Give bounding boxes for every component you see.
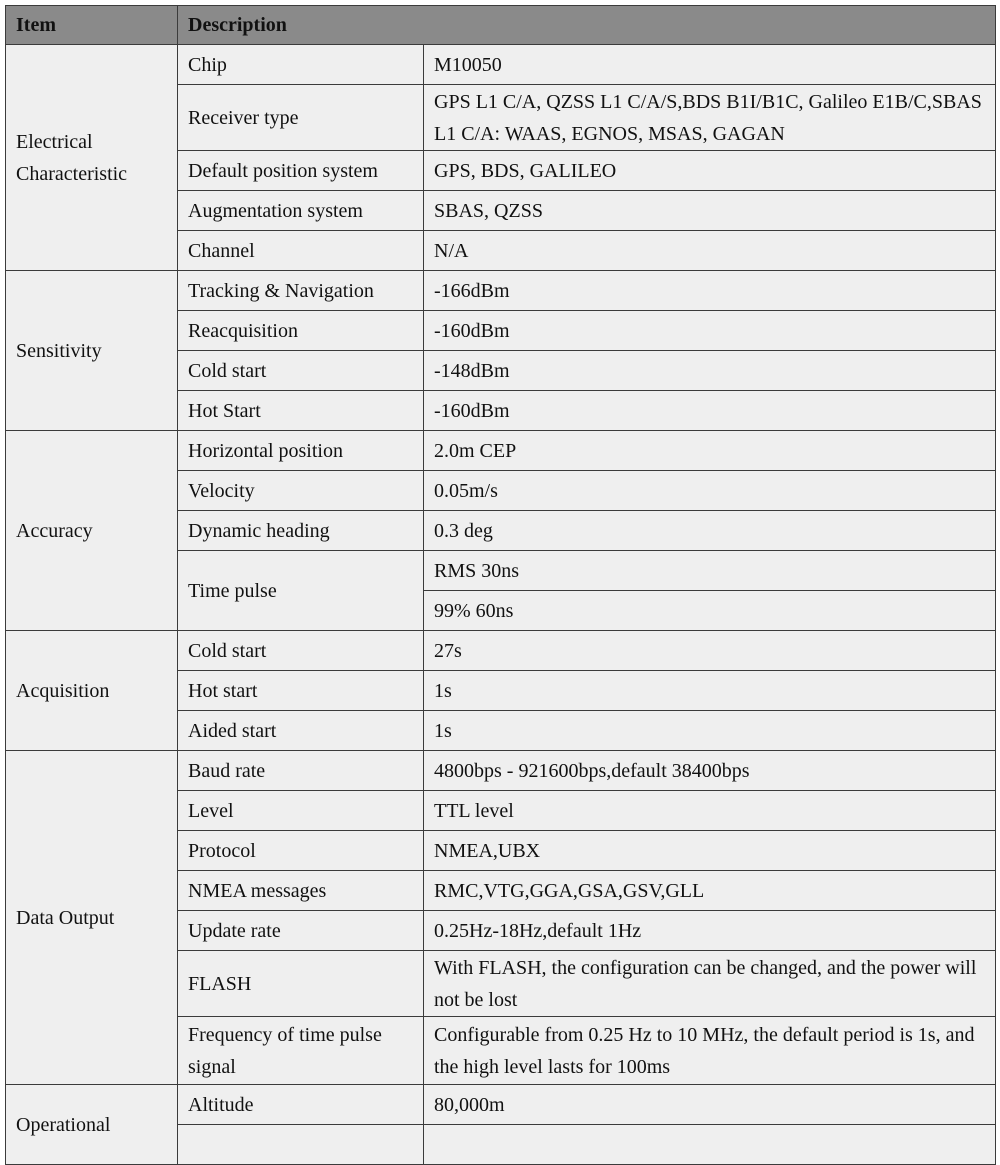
row-value: -166dBm — [424, 271, 996, 311]
header-description: Description — [178, 6, 996, 45]
row-value: -160dBm — [424, 391, 996, 431]
group-electrical-characteristic: Electrical Characteristic — [6, 45, 178, 271]
row-value: NMEA,UBX — [424, 831, 996, 871]
row-label: Hot Start — [178, 391, 424, 431]
row-value: 0.25Hz-18Hz,default 1Hz — [424, 911, 996, 951]
row-value: GPS L1 C/A, QZSS L1 C/A/S,BDS B1I/B1C, Galileo E1B/C,SBAS L1 C/A: WAAS, EGNOS, MSAS, GAGAN — [424, 85, 996, 151]
row-label: NMEA messages — [178, 871, 424, 911]
row-value: RMS 30ns — [424, 551, 996, 591]
row-value: 27s — [424, 631, 996, 671]
row-value: RMC,VTG,GGA,GSA,GSV,GLL — [424, 871, 996, 911]
row-value: With FLASH, the configuration can be changed, and the power will not be lost — [424, 951, 996, 1017]
row-label: Time pulse — [178, 551, 424, 631]
row-label: Default position system — [178, 151, 424, 191]
row-value: 99% 60ns — [424, 591, 996, 631]
row-label: Baud rate — [178, 751, 424, 791]
table-row — [6, 751, 996, 791]
row-label: Cold start — [178, 351, 424, 391]
row-value — [424, 1125, 996, 1165]
row-value: N/A — [424, 231, 996, 271]
row-label: Horizontal position — [178, 431, 424, 471]
row-label: Update rate — [178, 911, 424, 951]
table-row — [6, 45, 996, 85]
row-value: 2.0m CEP — [424, 431, 996, 471]
row-label: Aided start — [178, 711, 424, 751]
row-value: SBAS, QZSS — [424, 191, 996, 231]
row-value: GPS, BDS, GALILEO — [424, 151, 996, 191]
group-sensitivity: Sensitivity — [6, 271, 178, 431]
group-accuracy: Accuracy — [6, 431, 178, 631]
row-label: Augmentation system — [178, 191, 424, 231]
row-value: 1s — [424, 671, 996, 711]
row-value: -160dBm — [424, 311, 996, 351]
row-value: 4800bps - 921600bps,default 38400bps — [424, 751, 996, 791]
row-label: Altitude — [178, 1085, 424, 1125]
table-header-row — [6, 6, 996, 45]
row-value: M10050 — [424, 45, 996, 85]
row-label: Frequency of time pulse signal — [178, 1017, 424, 1085]
group-acquisition: Acquisition — [6, 631, 178, 751]
row-value: 80,000m — [424, 1085, 996, 1125]
specifications-table — [5, 5, 996, 1165]
row-value: 1s — [424, 711, 996, 751]
row-label: FLASH — [178, 951, 424, 1017]
row-label: Receiver type — [178, 85, 424, 151]
row-label: Reacquisition — [178, 311, 424, 351]
row-label: Hot start — [178, 671, 424, 711]
table-row — [6, 431, 996, 471]
row-label: Channel — [178, 231, 424, 271]
group-operational: Operational — [6, 1085, 178, 1165]
row-label: Chip — [178, 45, 424, 85]
row-value: TTL level — [424, 791, 996, 831]
group-data-output: Data Output — [6, 751, 178, 1085]
row-label: Protocol — [178, 831, 424, 871]
row-label: Dynamic heading — [178, 511, 424, 551]
row-label — [178, 1125, 424, 1165]
table-row — [6, 1085, 996, 1125]
row-value: 0.05m/s — [424, 471, 996, 511]
spec-table-frame — [5, 5, 995, 1136]
row-label: Tracking & Navigation — [178, 271, 424, 311]
row-value: -148dBm — [424, 351, 996, 391]
header-item: Item — [6, 6, 178, 45]
row-value: Configurable from 0.25 Hz to 10 MHz, the default period is 1s, and the high level lasts for 100ms — [424, 1017, 996, 1085]
row-label: Velocity — [178, 471, 424, 511]
row-label: Level — [178, 791, 424, 831]
row-value: 0.3 deg — [424, 511, 996, 551]
table-row — [6, 631, 996, 671]
table-row — [6, 271, 996, 311]
row-label: Cold start — [178, 631, 424, 671]
